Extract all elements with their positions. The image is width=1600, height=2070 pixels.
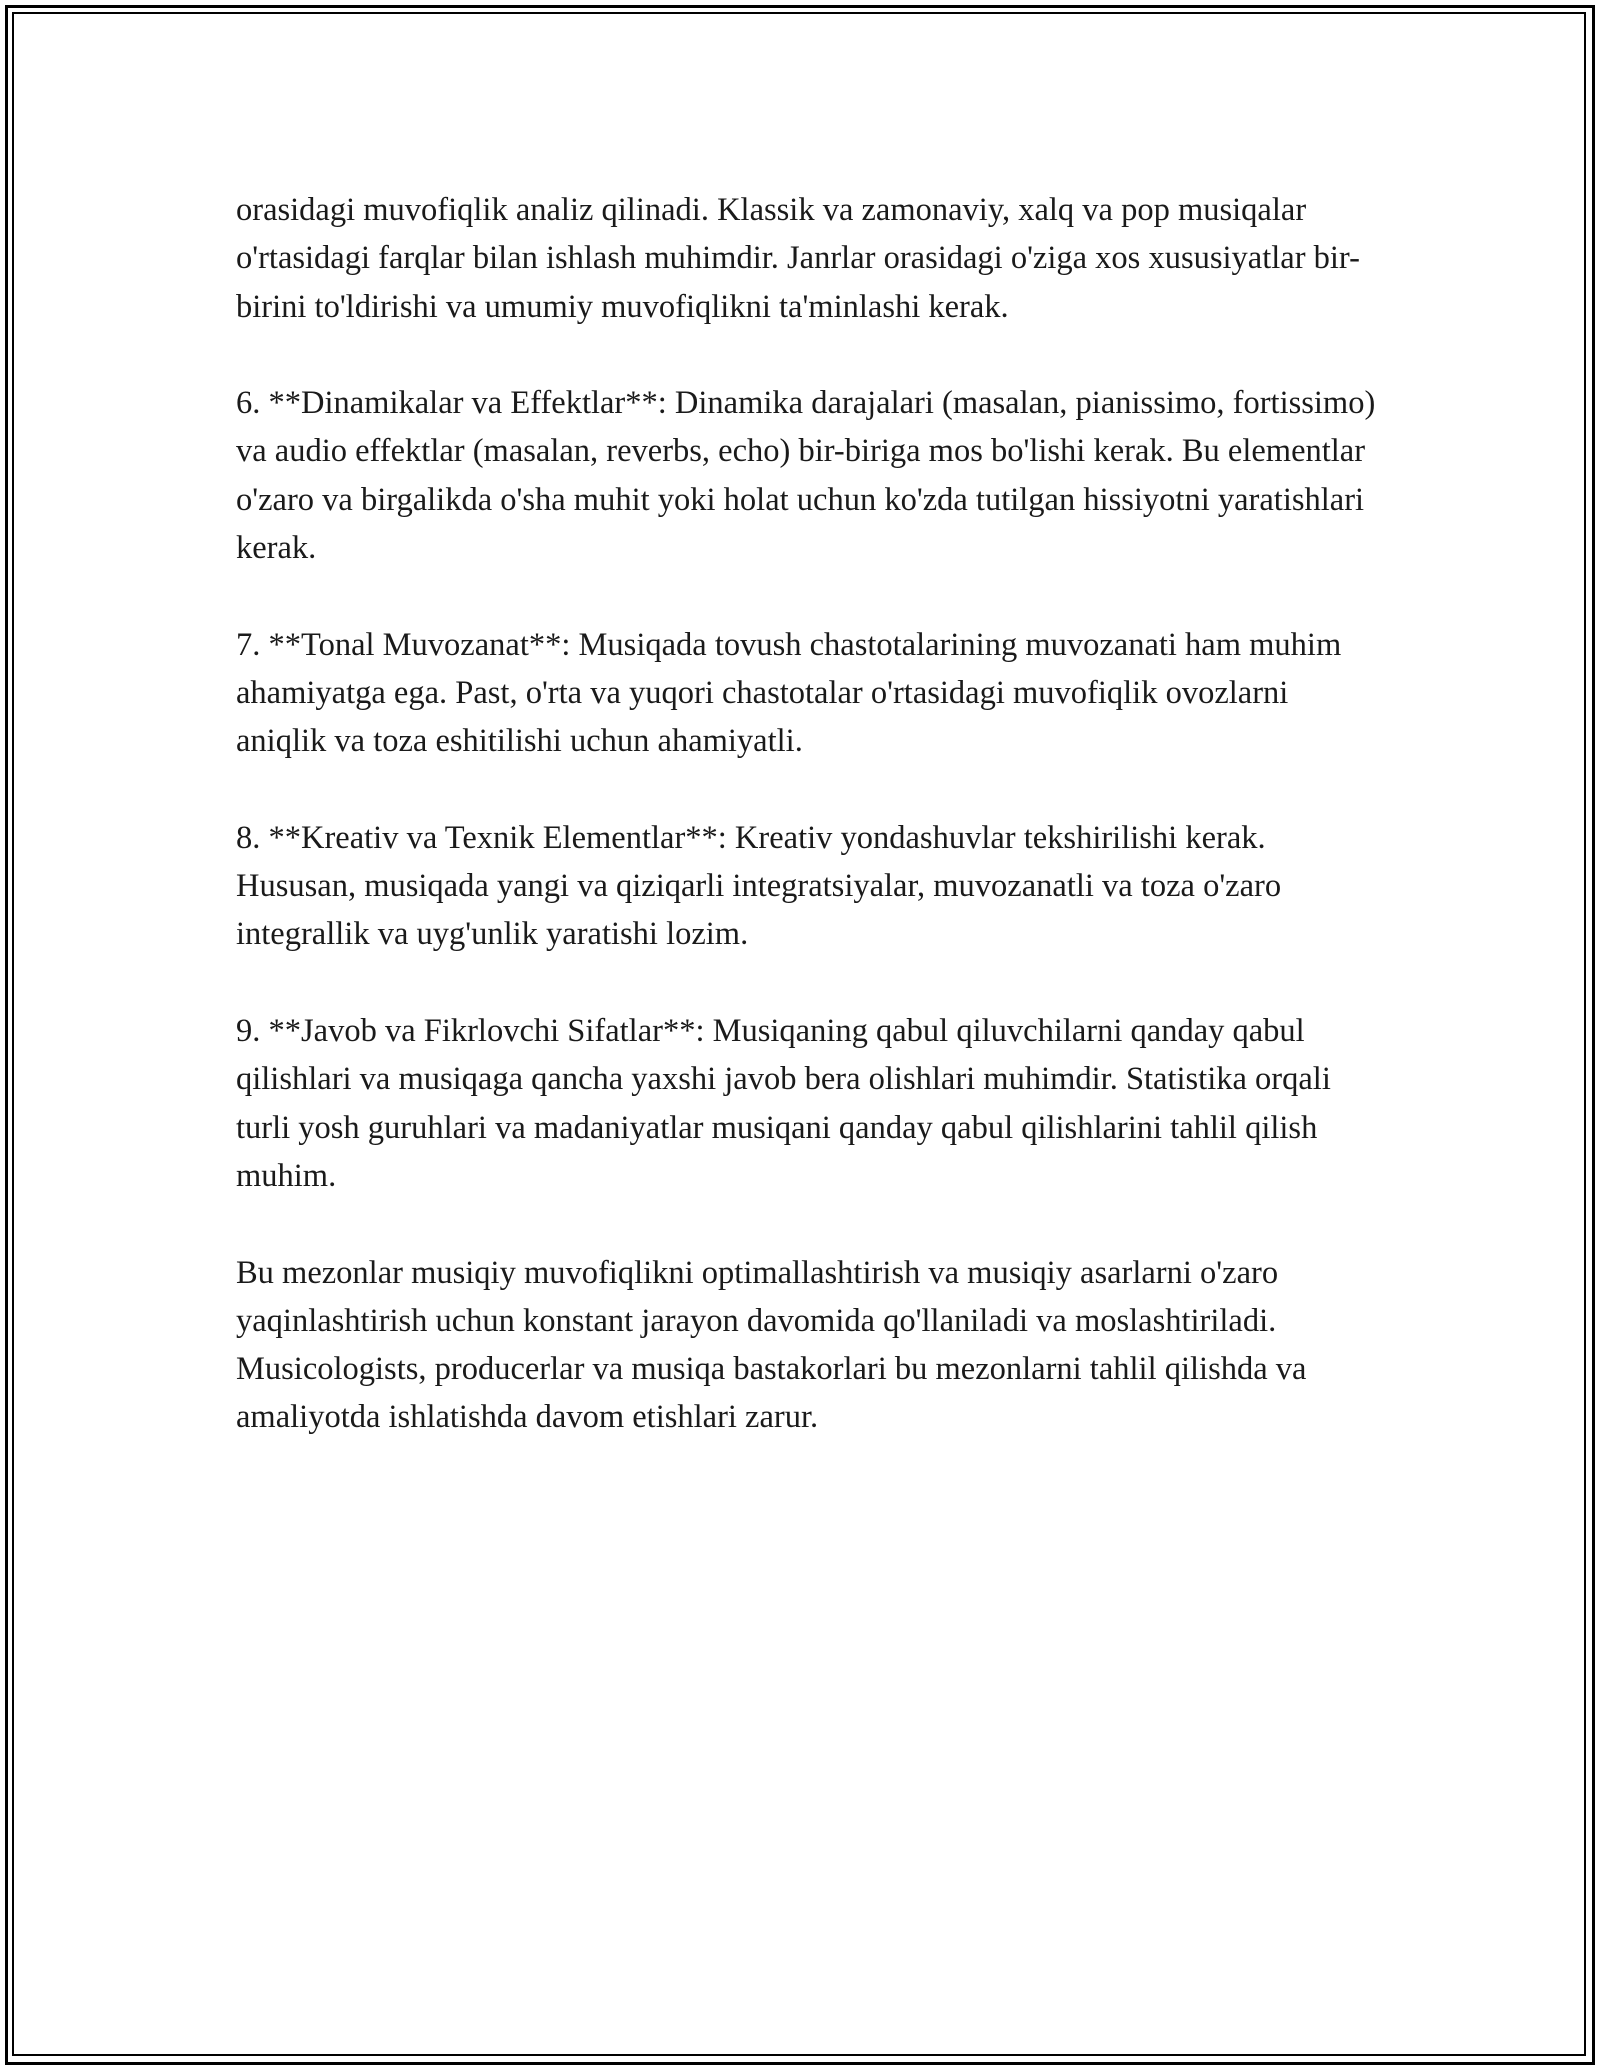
paragraph-conclusion: Bu mezonlar musiqiy muvofiqlikni optimallashtirish va musiqiy asarlarni o'zaro yaqinlashtirish uchun konstant jarayon davomida qo'llaniladi va moslashtiriladi. Musicologists, producerlar va musiqa bastakorlari bu mezonlarni tahlil qilishda va amaliyotda ishlatishda davom etishlari zarur. <box>236 1254 1307 1436</box>
paragraph-dynamics-effects: 6. **Dinamikalar va Effektlar**: Dinamika darajalari (masalan, pianissimo, fortissimo) va audio effektlar (masalan, reverbs, echo) bir-biriga mos bo'lishi kerak. Bu elementlar o'zaro va birgalikda o'sha muhit yoki holat uchun ko'zda tutilgan hissiyotni yaratishlari kerak. <box>236 385 1376 567</box>
paragraph-genre-compatibility: orasidagi muvofiqlik analiz qilinadi. Klassik va zamonaviy, xalq va pop musiqalar o'rtasidagi farqlar bilan ishlash muhimdir. Janrlar orasidagi o'ziga xos xususiyatlar bir-birini to'ldirishi va umumiy muvofiqlikni ta'minlashi kerak. <box>236 192 1360 325</box>
paragraph-response-qualities: 9. **Javob va Fikrlovchi Sifatlar**: Musiqaning qabul qiluvchilarni qanday qabul qilishlari va musiqaga qancha yaxshi javob bera olishlari muhimdir. Statistika orqali turli yosh guruhlari va madaniyatlar musiqani qanday qabul qilishlarini tahlil qilish muhim. <box>236 1013 1331 1194</box>
document-body <box>236 186 1376 1442</box>
paragraph-creative-technical: 8. **Kreativ va Texnik Elementlar**: Kreativ yondashuvlar tekshirilishi kerak. Hususan, musiqada yangi va qiziqarli integratsiyalar, muvozanatli va toza o'zaro integrallik va uyg'unlik yaratishi lozim. <box>236 819 1282 953</box>
paragraph-tonal-balance: 7. **Tonal Muvozanat**: Musiqada tovush chastotalarining muvozanati ham muhim ahamiyatga ega. Past, o'rta va yuqori chastotalar o'rtasidagi muvofiqlik ovozlarni aniqlik va toza eshitilishi uchun ahamiyatli. <box>236 626 1342 760</box>
